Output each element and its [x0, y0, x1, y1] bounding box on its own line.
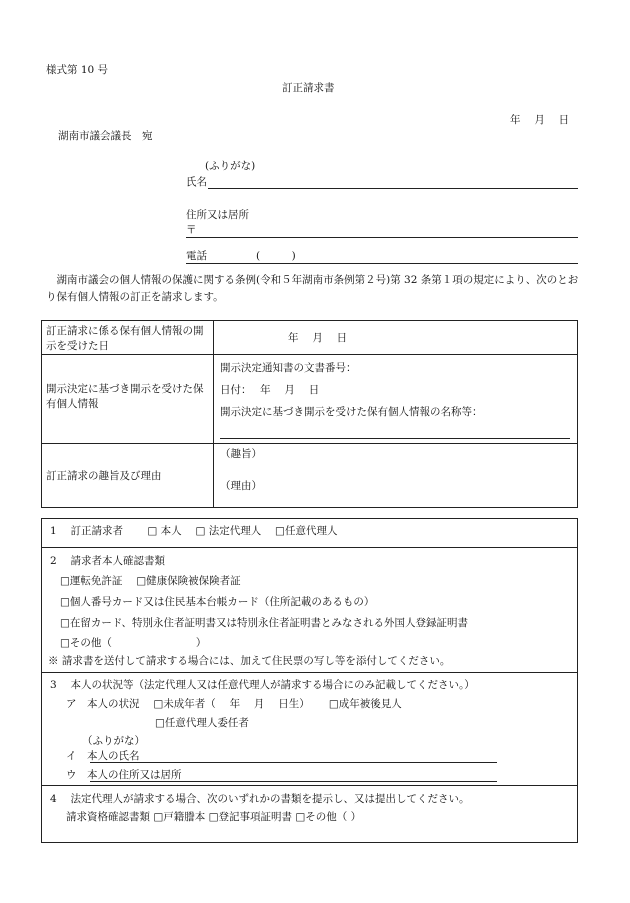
disclosure-date-value[interactable]: 年 月 日 — [288, 332, 348, 344]
principal-address-label: ウ 本人の住所又は居所 — [66, 769, 182, 781]
phone-area-code-parens: ( ) — [256, 250, 296, 262]
notice-document-number[interactable]: 開示決定通知書の文書番号： — [220, 362, 357, 374]
section-legal-rep-title: 4 法定代理人が請求する場合、次のいずれかの書類を提示し、又は提出してください。 — [50, 793, 470, 805]
principal-address-line[interactable] — [90, 781, 497, 782]
reason-label[interactable]: （理由） — [220, 480, 262, 492]
mail-request-note: ※ 請求書を送付して請求する場合には、加えて住民票の写し等を添付してください。 — [48, 655, 451, 667]
section-requester-type[interactable]: 1 訂正請求者 □ 本人 □ 法定代理人 □任意代理人 — [50, 525, 338, 537]
id-doc-residence-card[interactable]: □在留カード、特別永住者証明書又は特別永住者証明書とみなされる外国人登録証明書 — [60, 617, 468, 629]
section-principal-status-title: 3 本人の状況等（法定代理人又は任意代理人が請求する場合にのみ記載してください。） — [50, 679, 475, 691]
table2-divider-3 — [41, 785, 578, 786]
disclosed-info-name-line[interactable] — [220, 438, 570, 439]
principal-status-options[interactable]: ア 本人の状況 □未成年者（ 年 月 日生） □成年被後見人 — [66, 698, 402, 710]
page-title: 訂正請求書 — [282, 82, 335, 94]
section-id-documents-title: 2 請求者本人確認書類 — [50, 555, 166, 567]
purpose-label[interactable]: （趣旨） — [220, 448, 262, 460]
id-doc-mynumber-card[interactable]: □個人番号カード又は住民基本台帳カード（住所記載のあるもの） — [60, 596, 375, 608]
name-label: 氏名 — [186, 176, 207, 188]
disclosed-info-label: 開示決定に基づき開示を受けた保有個人情報 — [46, 383, 204, 410]
phone-label: 電話 — [186, 250, 207, 262]
date-field: 年 月 日 — [510, 114, 570, 126]
id-doc-license-insurance[interactable]: □運転免許証 □健康保険被保険者証 — [60, 575, 241, 587]
notice-date[interactable]: 日付： 年 月 日 — [220, 384, 320, 396]
principal-status-voluntary[interactable]: □任意代理人委任者 — [155, 717, 249, 729]
principal-furigana-label: （ふりがな） — [82, 735, 145, 747]
correction-purpose-reason-label: 訂正請求の趣旨及び理由 — [46, 470, 162, 482]
intro-paragraph: 湖南市議会の個人情報の保護に関する条例(令和５年湖南市条例第２号)第 32 条第１項の規定により、次のとおり保有個人情報の訂正を請求します。 — [46, 274, 579, 303]
form-number: 様式第 10 号 — [46, 64, 109, 76]
table1-column-divider — [213, 320, 214, 508]
address-label: 住所又は居所 — [186, 209, 249, 221]
id-doc-other[interactable]: □その他（ ） — [60, 637, 207, 649]
legal-rep-documents[interactable]: 請求資格確認書類 □戸籍謄本 □登記事項証明書 □その他（ ） — [66, 811, 362, 823]
address-field-line[interactable] — [186, 237, 578, 238]
table1-row-divider-2 — [41, 443, 578, 444]
phone-field-line[interactable] — [186, 263, 578, 264]
disclosure-date-label: 訂正請求に係る保有個人情報の開示を受けた日 — [46, 325, 204, 352]
table2-divider-1 — [41, 547, 578, 548]
name-field-line[interactable] — [208, 188, 578, 189]
name-furigana-label: (ふりがな) — [205, 160, 256, 172]
table2-divider-2 — [41, 672, 578, 673]
addressee: 湖南市議会議長 宛 — [58, 130, 153, 142]
principal-name-line[interactable] — [90, 762, 497, 763]
principal-name-label: イ 本人の氏名 — [66, 750, 140, 762]
table1-row-divider-1 — [41, 354, 578, 355]
disclosed-info-name[interactable]: 開示決定に基づき開示を受けた保有個人情報の名称等： — [220, 406, 483, 418]
postal-mark: 〒 — [186, 224, 197, 236]
